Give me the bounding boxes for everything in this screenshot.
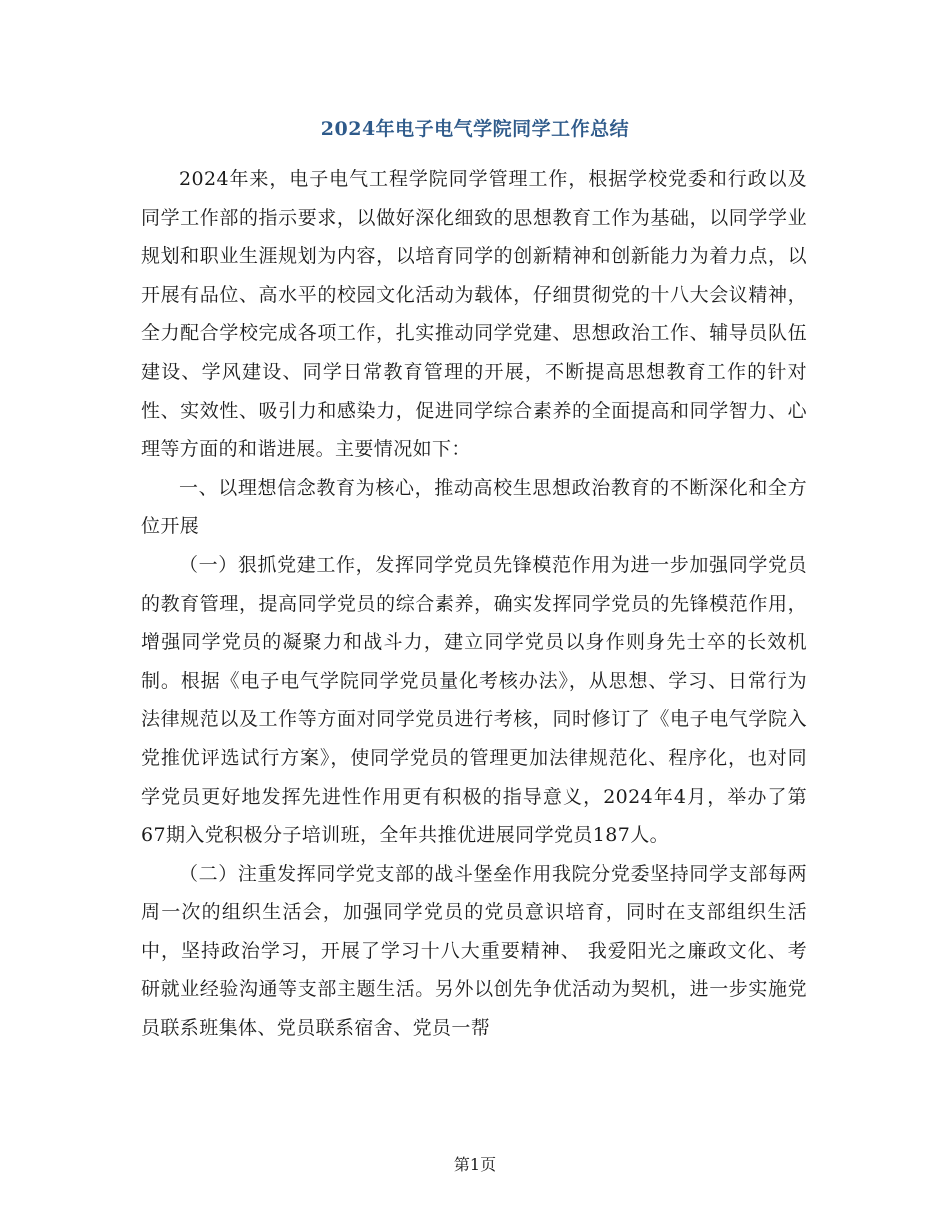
page-number: 第1页 bbox=[453, 1155, 497, 1174]
subsection-paragraph-2: （二）注重发挥同学党支部的战斗堡垒作用我院分党委坚持同学支部每两周一次的组织生活会，加强同学党员的党员意识培育，同时在支部组织生活中，坚持政治学习，开展了学习十八大重要精神、 我爱阳光之廉政文化、考研就业经验沟通等支部主题生活。另外以创先争优活动为契机，进一步实施党员联系班集体、党员联系宿舍、党员一帮 bbox=[141, 862, 807, 1040]
subsection-paragraph-1: （一）狠抓党建工作，发挥同学党员先锋模范作用为进一步加强同学党员的教育管理，提高同学党员的综合素养，确实发挥同学党员的先锋模范作用，增强同学党员的凝聚力和战斗力，建立同学党员以身作则身先士卒的长效机制。根据《电子电气学院同学党员量化考核办法》，从思想、学习、日常行为法律规范以及工作等方面对同学党员进行考核，同时修订了《电子电气学院入党推优评选试行方案》，使同学党员的管理更加法律规范化、程序化，也对同学党员更好地发挥先进性作用更有积极的指导意义，2024年4月，举办了第67期入党积极分子培训班，全年共推优进展同学党员187人。 bbox=[141, 553, 807, 847]
section-heading-1: 一、以理想信念教育为核心，推动高校生思想政治教育的不断深化和全方位开展 bbox=[141, 476, 807, 538]
intro-paragraph: 2024年来，电子电气工程学院同学管理工作，根据学校党委和行政以及同学工作部的指示要求，以做好深化细致的思想教育工作为基础，以同学学业规划和职业生涯规划为内容，以培育同学的创新精神和创新能力为着力点，以开展有品位、高水平的校园文化活动为载体，仔细贯彻党的十八大会议精神，全力配合学校完成各项工作，扎实推动同学党建、思想政治工作、辅导员队伍建设、学风建设、同学日常教育管理的开展，不断提高思想教育工作的针对性、实效性、吸引力和感染力，促进同学综合素养的全面提高和同学智力、心理等方面的和谐进展。主要情况如下： bbox=[141, 168, 807, 461]
document-body bbox=[141, 160, 807, 1048]
document-title: 2024年电子电气学院同学工作总结 bbox=[320, 118, 630, 140]
